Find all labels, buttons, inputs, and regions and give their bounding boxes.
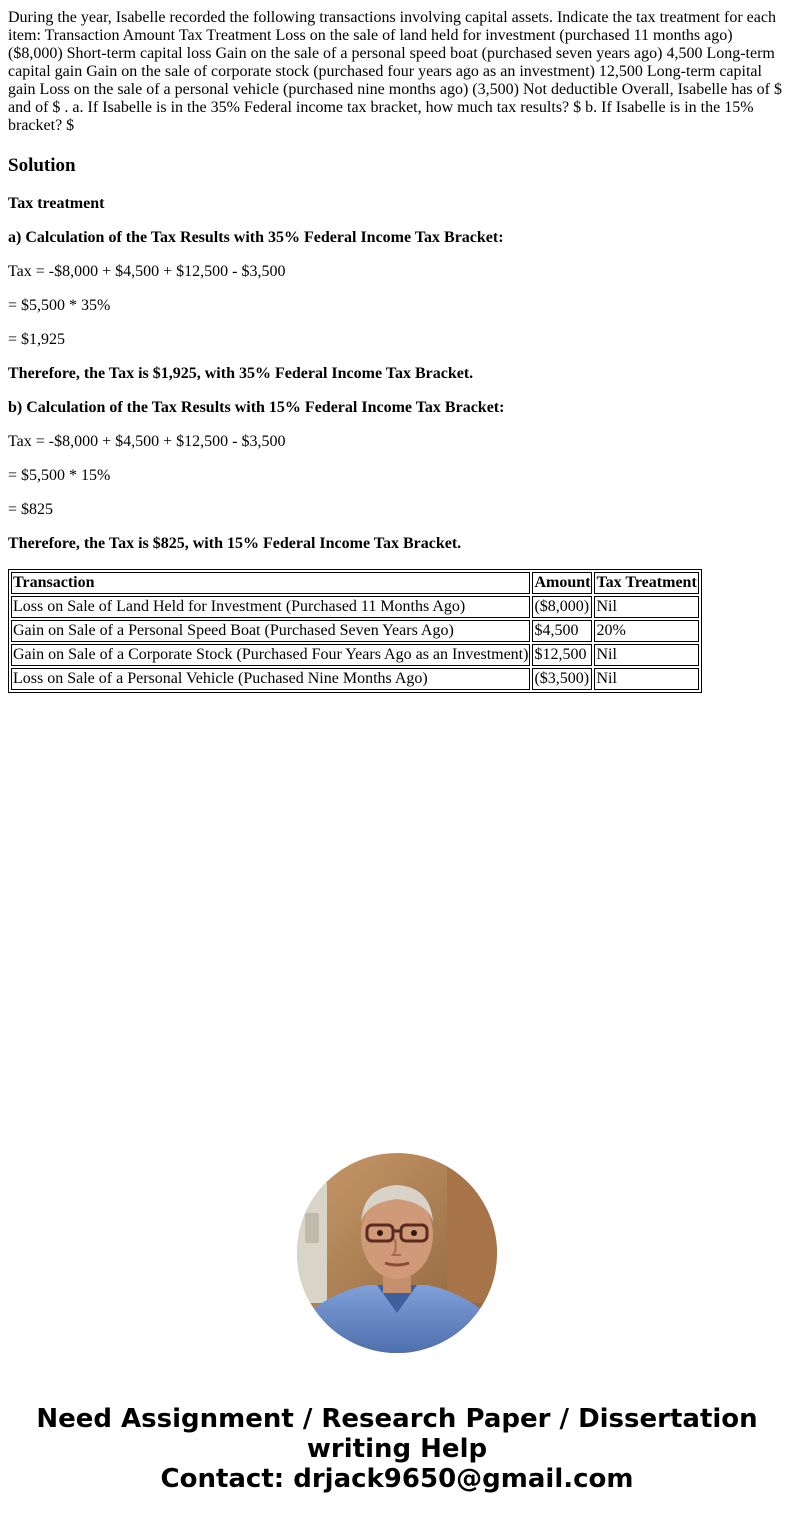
table-cell: Gain on Sale of a Corporate Stock (Purchased Four Years Ago as an Investment)	[11, 644, 530, 666]
tax-treatment-heading: Tax treatment	[8, 195, 105, 212]
table-row	[11, 644, 699, 666]
part-b-heading: b) Calculation of the Tax Results with 15% Federal Income Tax Bracket:	[8, 399, 505, 416]
transactions-table	[8, 569, 702, 693]
table-cell: Loss on Sale of a Personal Vehicle (Puchased Nine Months Ago)	[11, 668, 530, 690]
table-header-cell: Transaction	[11, 572, 530, 594]
part-a-conclusion: Therefore, the Tax is $1,925, with 35% Federal Income Tax Bracket.	[8, 365, 474, 382]
part-b-conclusion: Therefore, the Tax is $825, with 15% Federal Income Tax Bracket.	[8, 535, 462, 552]
footer-line-2: writing Help	[306, 1434, 488, 1464]
part-a-line-1: Tax = -$8,000 + $4,500 + $12,500 - $3,500	[8, 263, 286, 280]
table-cell: ($3,500)	[532, 668, 592, 690]
table-cell: ($8,000)	[532, 596, 592, 618]
footer-line-1: Need Assignment / Research Paper / Dissertation	[36, 1404, 758, 1434]
solution-heading: Solution	[8, 155, 76, 176]
footer-line-3: Contact: drjack9650@gmail.com	[160, 1464, 634, 1494]
table-row	[11, 620, 699, 642]
table-cell: Nil	[594, 596, 698, 618]
table-cell: Nil	[594, 644, 698, 666]
table-row	[11, 596, 699, 618]
footer-contact	[0, 1404, 794, 1494]
table-cell: $12,500	[532, 644, 592, 666]
avatar	[297, 1153, 497, 1353]
table-cell: Nil	[594, 668, 698, 690]
table-cell: Loss on Sale of Land Held for Investment (Purchased 11 Months Ago)	[11, 596, 530, 618]
part-a-line-2: = $5,500 * 35%	[8, 297, 111, 314]
part-b-line-2: = $5,500 * 15%	[8, 467, 111, 484]
part-a-heading: a) Calculation of the Tax Results with 35% Federal Income Tax Bracket:	[8, 229, 504, 246]
part-a-line-3: = $1,925	[8, 331, 66, 348]
table-cell: $4,500	[532, 620, 592, 642]
table-cell: 20%	[594, 620, 698, 642]
document-content	[8, 9, 786, 693]
part-b-line-3: = $825	[8, 501, 54, 518]
avatar-portrait-icon	[297, 1153, 497, 1353]
question-text: During the year, Isabelle recorded the following transactions involving capital assets. Indicate the tax treatment for each item: Transaction Amount Tax Treatment Loss on the sale of land held for investment (purchased 11 months ago) ($8,000) Short-term capital loss Gain on the sale of a personal speed boat (purchased seven years ago) 4,500 Long-term capital gain Gain on the sale of corporate stock (purchased four years ago as an investment) 12,500 Long-term capital gain Loss on the sale of a personal vehicle (purchased nine months ago) (3,500) Not deductible Overall, Isabelle has of $ and of $ . a. If Isabelle is in the 35% Federal income tax bracket, how much tax results? $ b. If Isabelle is in the 15% bracket? $	[8, 9, 782, 134]
table-cell: Gain on Sale of a Personal Speed Boat (Purchased Seven Years Ago)	[11, 620, 530, 642]
table-header-cell: Tax Treatment	[594, 572, 698, 594]
table-row	[11, 668, 699, 690]
part-b-line-1: Tax = -$8,000 + $4,500 + $12,500 - $3,500	[8, 433, 286, 450]
table-header-row	[11, 572, 699, 594]
table-header-cell: Amount	[532, 572, 592, 594]
